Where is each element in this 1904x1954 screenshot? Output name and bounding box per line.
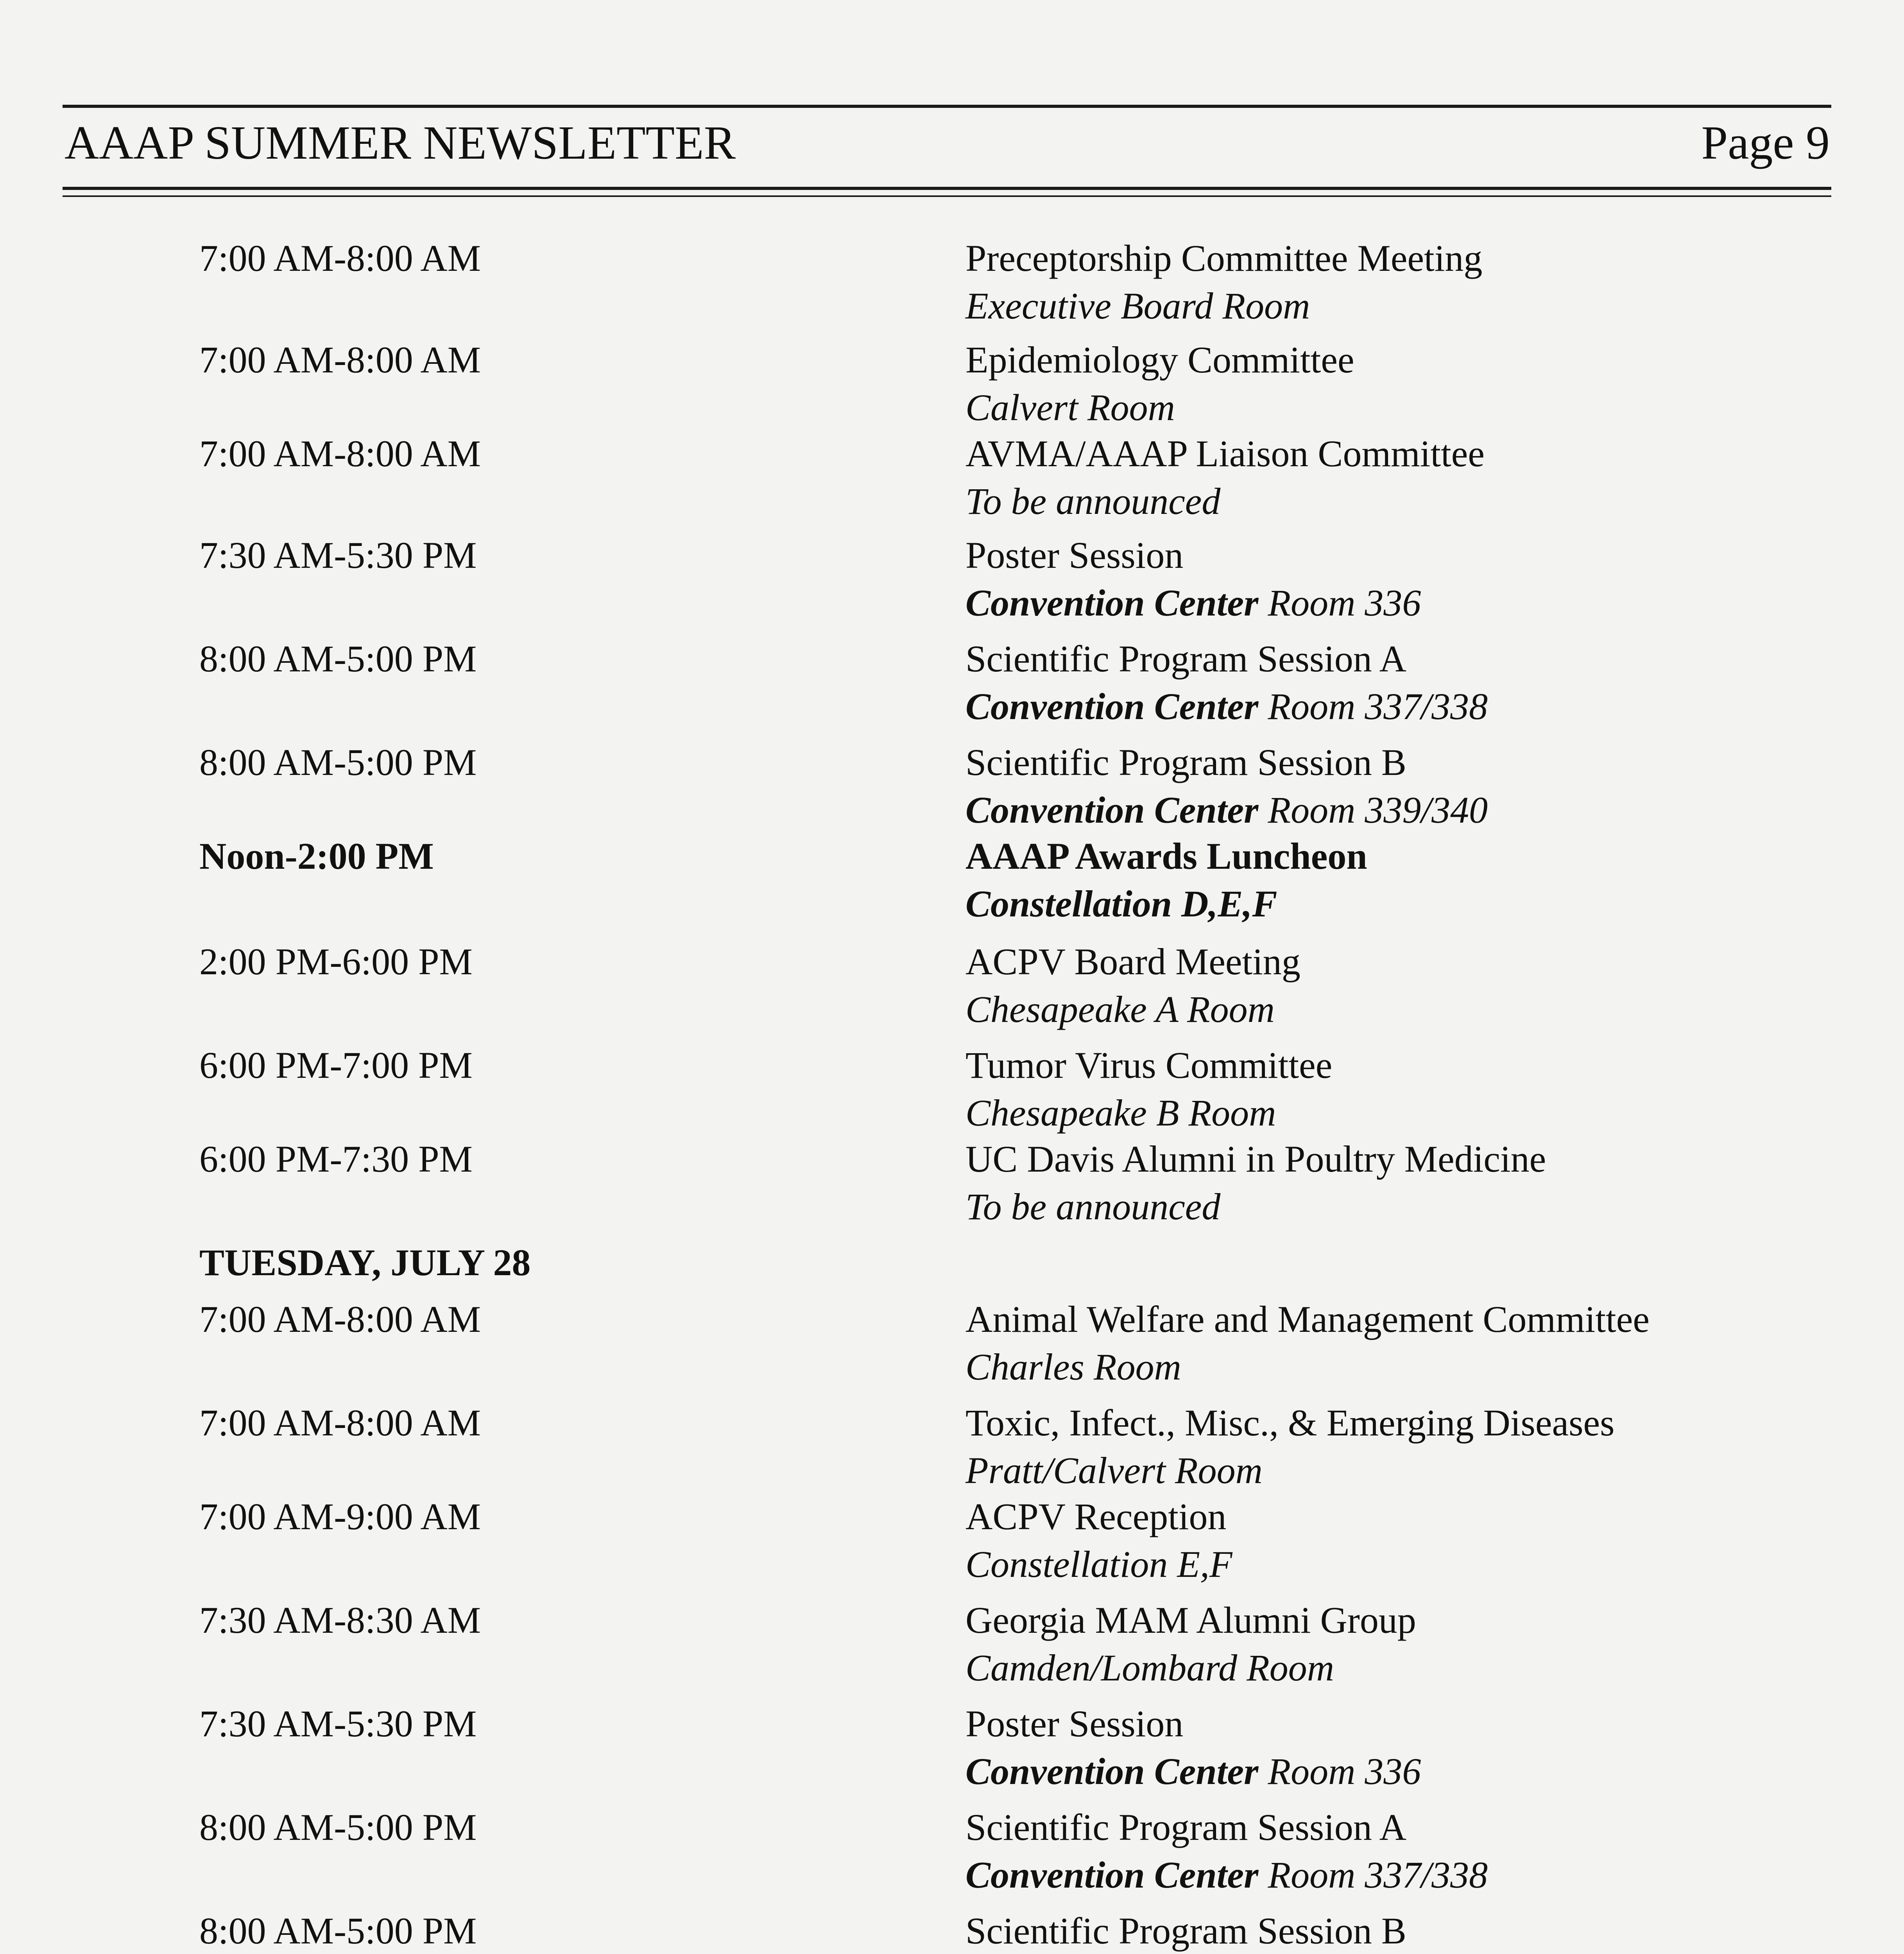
event-time: 6:00 PM-7:00 PM bbox=[199, 1044, 473, 1086]
event-details bbox=[965, 1296, 1650, 1391]
event-time: 7:00 AM-9:00 AM bbox=[199, 1496, 481, 1537]
event-time: 8:00 AM-5:00 PM bbox=[199, 638, 477, 680]
event-time: 7:30 AM-5:30 PM bbox=[199, 1703, 477, 1745]
event-location-room: Camden/Lombard Room bbox=[965, 1647, 1334, 1689]
event-location-room: Executive Board Room bbox=[965, 285, 1310, 327]
event-location-room: Room 336 bbox=[1258, 1750, 1421, 1792]
event-details bbox=[965, 739, 1488, 834]
event-time: 6:00 PM-7:30 PM bbox=[199, 1138, 473, 1180]
event-title: Poster Session bbox=[965, 534, 1184, 576]
event-title: Scientific Program Session A bbox=[965, 1806, 1406, 1848]
event-location bbox=[965, 1447, 1614, 1494]
event-time: 8:00 AM-5:00 PM bbox=[199, 1806, 477, 1848]
event-title: ACPV Board Meeting bbox=[965, 941, 1300, 982]
event-location-room: To be announced bbox=[965, 480, 1221, 522]
event-details bbox=[965, 1596, 1416, 1692]
event-location-room: Charles Room bbox=[965, 1346, 1181, 1388]
event-details bbox=[965, 1700, 1421, 1795]
event-details bbox=[965, 832, 1367, 928]
event-details bbox=[965, 938, 1300, 1033]
event-location bbox=[965, 683, 1488, 730]
event-location-room: Chesapeake B Room bbox=[965, 1092, 1276, 1134]
event-title: Scientific Program Session B bbox=[965, 741, 1406, 783]
event-location bbox=[965, 478, 1485, 525]
event-time: 7:00 AM-8:00 AM bbox=[199, 339, 481, 381]
event-details bbox=[965, 1804, 1488, 1899]
event-location bbox=[965, 880, 1367, 928]
event-location-room: Chesapeake A Room bbox=[965, 988, 1275, 1030]
event-title: AVMA/AAAP Liaison Committee bbox=[965, 433, 1485, 474]
event-details bbox=[965, 1041, 1332, 1137]
day-heading: TUESDAY, JULY 28 bbox=[199, 1242, 531, 1283]
event-time: 7:00 AM-8:00 AM bbox=[199, 237, 481, 279]
event-time: 8:00 AM-5:00 PM bbox=[199, 1910, 477, 1952]
event-time: 7:00 AM-8:00 AM bbox=[199, 433, 481, 474]
event-details bbox=[965, 336, 1354, 431]
event-location bbox=[965, 282, 1482, 330]
event-time: Noon-2:00 PM bbox=[199, 835, 434, 877]
event-location-venue: Convention Center bbox=[965, 1854, 1259, 1896]
event-title: Preceptorship Committee Meeting bbox=[965, 237, 1483, 279]
event-title: ACPV Reception bbox=[965, 1496, 1227, 1537]
event-location bbox=[965, 1851, 1488, 1899]
event-location bbox=[965, 1183, 1546, 1231]
event-time: 7:00 AM-8:00 AM bbox=[199, 1402, 481, 1444]
event-time: 7:30 AM-8:30 AM bbox=[199, 1599, 481, 1641]
event-location-room: Calvert Room bbox=[965, 387, 1175, 428]
event-time: 7:30 AM-5:30 PM bbox=[199, 534, 477, 576]
event-title: Toxic, Infect., Misc., & Emerging Diseases bbox=[965, 1402, 1615, 1444]
event-location bbox=[965, 1644, 1416, 1692]
event-details bbox=[965, 635, 1488, 730]
event-location bbox=[965, 986, 1300, 1033]
event-location bbox=[965, 1748, 1421, 1795]
event-location-venue: Convention Center bbox=[965, 685, 1259, 727]
event-details bbox=[965, 1907, 1488, 1954]
event-time: 8:00 AM-5:00 PM bbox=[199, 741, 477, 783]
event-title: Scientific Program Session B bbox=[965, 1910, 1406, 1952]
event-title: Animal Welfare and Management Committee bbox=[965, 1298, 1650, 1340]
page-number: Page 9 bbox=[1701, 116, 1830, 169]
event-location bbox=[965, 384, 1354, 431]
event-location bbox=[965, 1343, 1650, 1391]
event-title: Scientific Program Session A bbox=[965, 638, 1406, 680]
event-location-room: Room 336 bbox=[1258, 582, 1421, 624]
event-title: Epidemiology Committee bbox=[965, 339, 1354, 381]
event-location-room: To be announced bbox=[965, 1186, 1221, 1228]
event-location-venue: Convention Center bbox=[965, 582, 1259, 624]
event-title: Georgia MAM Alumni Group bbox=[965, 1599, 1416, 1641]
event-location bbox=[965, 579, 1421, 627]
event-details bbox=[965, 430, 1485, 525]
event-location-room: Constellation E,F bbox=[965, 1543, 1232, 1585]
event-time: 2:00 PM-6:00 PM bbox=[199, 941, 473, 982]
event-location bbox=[965, 1089, 1332, 1137]
event-title: Poster Session bbox=[965, 1703, 1184, 1745]
event-title: AAAP Awards Luncheon bbox=[965, 835, 1367, 877]
event-details bbox=[965, 1135, 1546, 1231]
newsletter-title: AAAP SUMMER NEWSLETTER bbox=[64, 116, 736, 169]
event-details bbox=[965, 1399, 1614, 1494]
event-location bbox=[965, 786, 1488, 834]
event-location-room: Room 339/340 bbox=[1258, 789, 1488, 831]
event-details bbox=[965, 234, 1482, 330]
event-location-room: Room 337/338 bbox=[1258, 685, 1488, 727]
event-location-room: Constellation D,E,F bbox=[965, 883, 1277, 925]
event-details bbox=[965, 531, 1421, 627]
event-details bbox=[965, 1493, 1232, 1588]
event-location-venue: Convention Center bbox=[965, 1750, 1259, 1792]
event-location-room: Pratt/Calvert Room bbox=[965, 1449, 1263, 1491]
event-time: 7:00 AM-8:00 AM bbox=[199, 1298, 481, 1340]
event-location-venue: Convention Center bbox=[965, 789, 1259, 831]
event-location-room: Room 337/338 bbox=[1258, 1854, 1488, 1896]
event-title: Tumor Virus Committee bbox=[965, 1044, 1333, 1086]
event-location bbox=[965, 1541, 1232, 1588]
event-title: UC Davis Alumni in Poultry Medicine bbox=[965, 1138, 1546, 1180]
